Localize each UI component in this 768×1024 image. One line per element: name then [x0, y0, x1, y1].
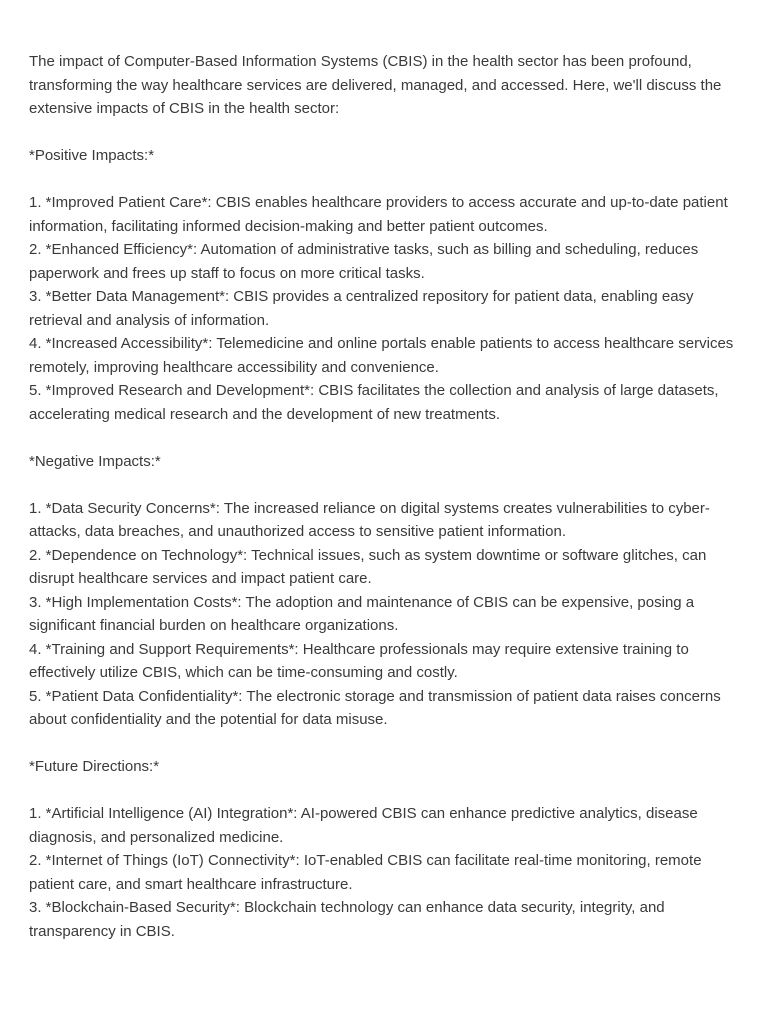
spacer [29, 473, 748, 497]
spacer [29, 121, 748, 145]
spacer [29, 168, 748, 192]
list-item: 5. *Patient Data Confidentiality*: The electronic storage and transmission of patient data raises concerns about confidentiality and the potential for data misuse. [29, 687, 721, 728]
list-item: 2. *Dependence on Technology*: Technical issues, such as system downtime or software glitches, can disrupt healthcare services and impact patient care. [29, 546, 707, 587]
list-item: 1. *Artificial Intelligence (AI) Integration*: AI-powered CBIS can enhance predictive analytics, disease diagnosis, and personalized medicine. [29, 805, 698, 846]
list-item: 2. *Internet of Things (IoT) Connectivity*: IoT-enabled CBIS can facilitate real-time monitoring, remote patient care, and smart healthcare infrastructure. [29, 852, 702, 893]
list-item: 3. *Better Data Management*: CBIS provides a centralized repository for patient data, enabling easy retrieval and analysis of information. [29, 288, 694, 329]
list-item: 1. *Improved Patient Care*: CBIS enables healthcare providers to access accurate and up-to-date patient information, facilitating informed decision-making and better patient outcomes. [29, 194, 728, 235]
negative-impacts-heading: *Negative Impacts:* [29, 452, 161, 470]
intro-paragraph: The impact of Computer-Based Information Systems (CBIS) in the health sector has been profound, transforming the way healthcare services are delivered, managed, and accessed. Here, we'll discuss the extensive impacts of CBIS in the health sector: [29, 53, 722, 117]
list-item: 3. *High Implementation Costs*: The adoption and maintenance of CBIS can be expensive, posing a significant financial burden on healthcare organizations. [29, 593, 695, 634]
list-item: 4. *Increased Accessibility*: Telemedicine and online portals enable patients to access healthcare services remotely, improving healthcare accessibility and convenience. [29, 335, 734, 376]
positive-impacts-heading: *Positive Impacts:* [29, 147, 155, 164]
list-item: 1. *Data Security Concerns*: The increased reliance on digital systems creates vulnerabilities to cyber-attacks, data breaches, and unauthorized access to sensitive patient information. [29, 499, 710, 540]
list-item: 2. *Enhanced Efficiency*: Automation of administrative tasks, such as billing and scheduling, reduces paperwork and frees up staff to focus on more critical tasks. [29, 241, 699, 282]
future-directions-heading: *Future Directions:* [29, 758, 160, 775]
list-item: 5. *Improved Research and Development*: CBIS facilitates the collection and analysis of large datasets, accelerating medical research and the development of new treatments. [29, 382, 719, 423]
spacer [29, 426, 748, 450]
list-item: 3. *Blockchain-Based Security*: Blockchain technology can enhance data security, integrity, and transparency in CBIS. [29, 899, 665, 940]
spacer [29, 779, 748, 803]
spacer [29, 732, 748, 756]
list-item: 4. *Training and Support Requirements*: Healthcare professionals may require extensive training to effectively utilize CBIS, which can be time-consuming and costly. [29, 640, 689, 681]
